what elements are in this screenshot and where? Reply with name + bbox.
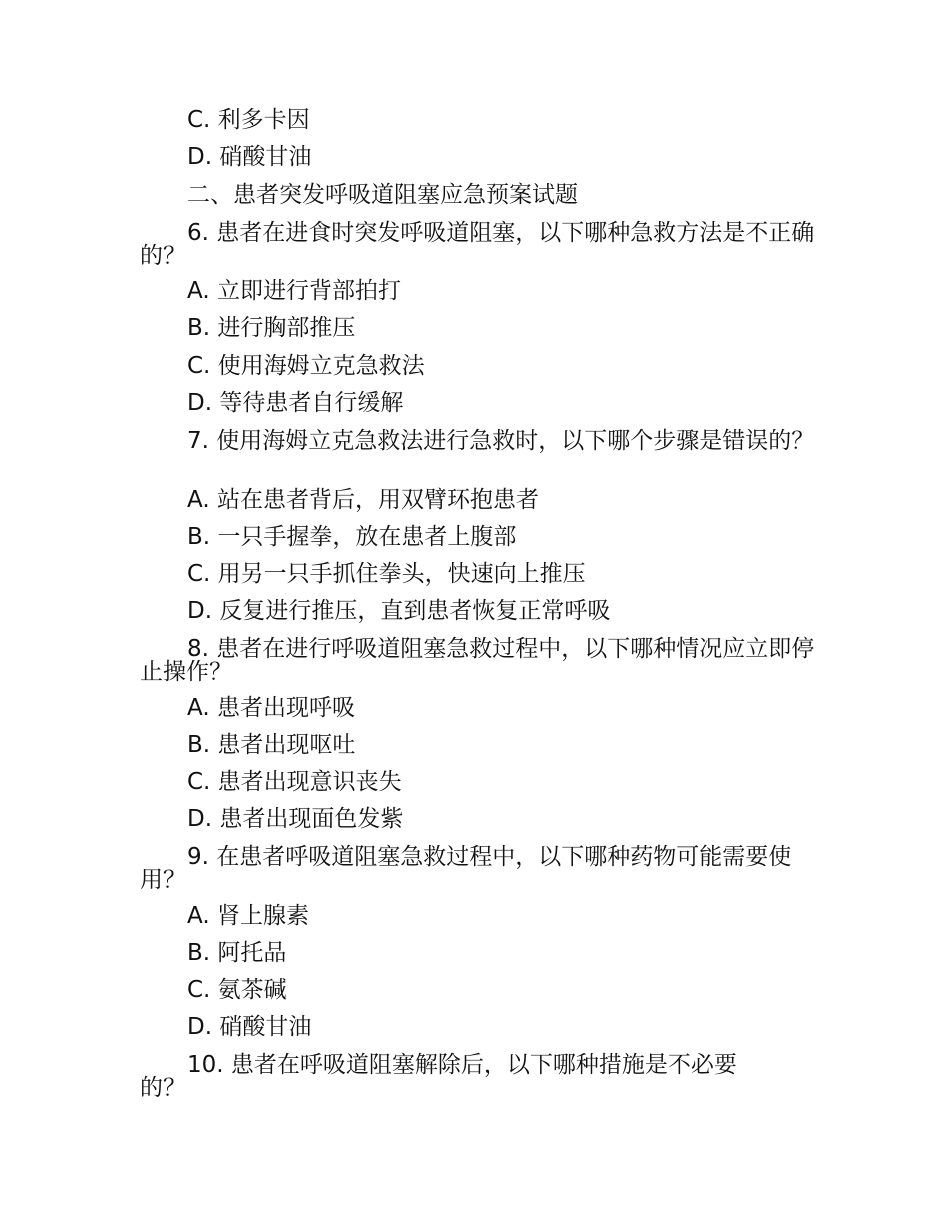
q6-option-a: A. 立即进行背部拍打 [187, 278, 401, 304]
question-7: 7. 使用海姆立克急救法进行急救时，以下哪个步骤是错误的？ [187, 428, 815, 454]
q9-option-c: C. 氨茶碱 [187, 977, 287, 1003]
option-d-nitroglycerin: D. 硝酸甘油 [187, 144, 312, 170]
q8-option-b: B. 患者出现呕吐 [187, 732, 356, 758]
q9-option-b: B. 阿托品 [187, 940, 287, 966]
question-8: 8. 患者在进行呼吸道阻塞急救过程中，以下哪种情况应立即停止操作？ [140, 636, 815, 685]
q8-option-c: C. 患者出现意识丧失 [187, 769, 402, 795]
q6-option-d: D. 等待患者自行缓解 [187, 390, 404, 416]
q7-option-a: A. 站在患者背后，用双臂环抱患者 [187, 487, 539, 513]
q6-option-b: B. 进行胸部推压 [187, 315, 356, 341]
option-c-lidocaine: C. 利多卡因 [187, 107, 310, 133]
question-10: 10. 患者在呼吸道阻塞解除后，以下哪种措施是不必要的？ [140, 1052, 737, 1101]
q8-option-a: A. 患者出现呼吸 [187, 695, 355, 721]
q7-option-b: B. 一只手握拳，放在患者上腹部 [187, 524, 517, 550]
q7-option-c: C. 用另一只手抓住拳头，快速向上推压 [187, 561, 586, 587]
q9-option-d: D. 硝酸甘油 [187, 1014, 312, 1040]
question-9: 9. 在患者呼吸道阻塞急救过程中，以下哪种药物可能需要使用？ [140, 844, 792, 893]
section-heading: 二、患者突发呼吸道阻塞应急预案试题 [187, 182, 578, 208]
q8-option-d: D. 患者出现面色发紫 [187, 806, 404, 832]
q9-option-a: A. 肾上腺素 [187, 903, 309, 929]
question-6: 6. 患者在进食时突发呼吸道阻塞，以下哪种急救方法是不正确的？ [140, 220, 815, 269]
q6-option-c: C. 使用海姆立克急救法 [187, 353, 425, 379]
q7-option-d: D. 反复进行推压，直到患者恢复正常呼吸 [187, 598, 611, 624]
